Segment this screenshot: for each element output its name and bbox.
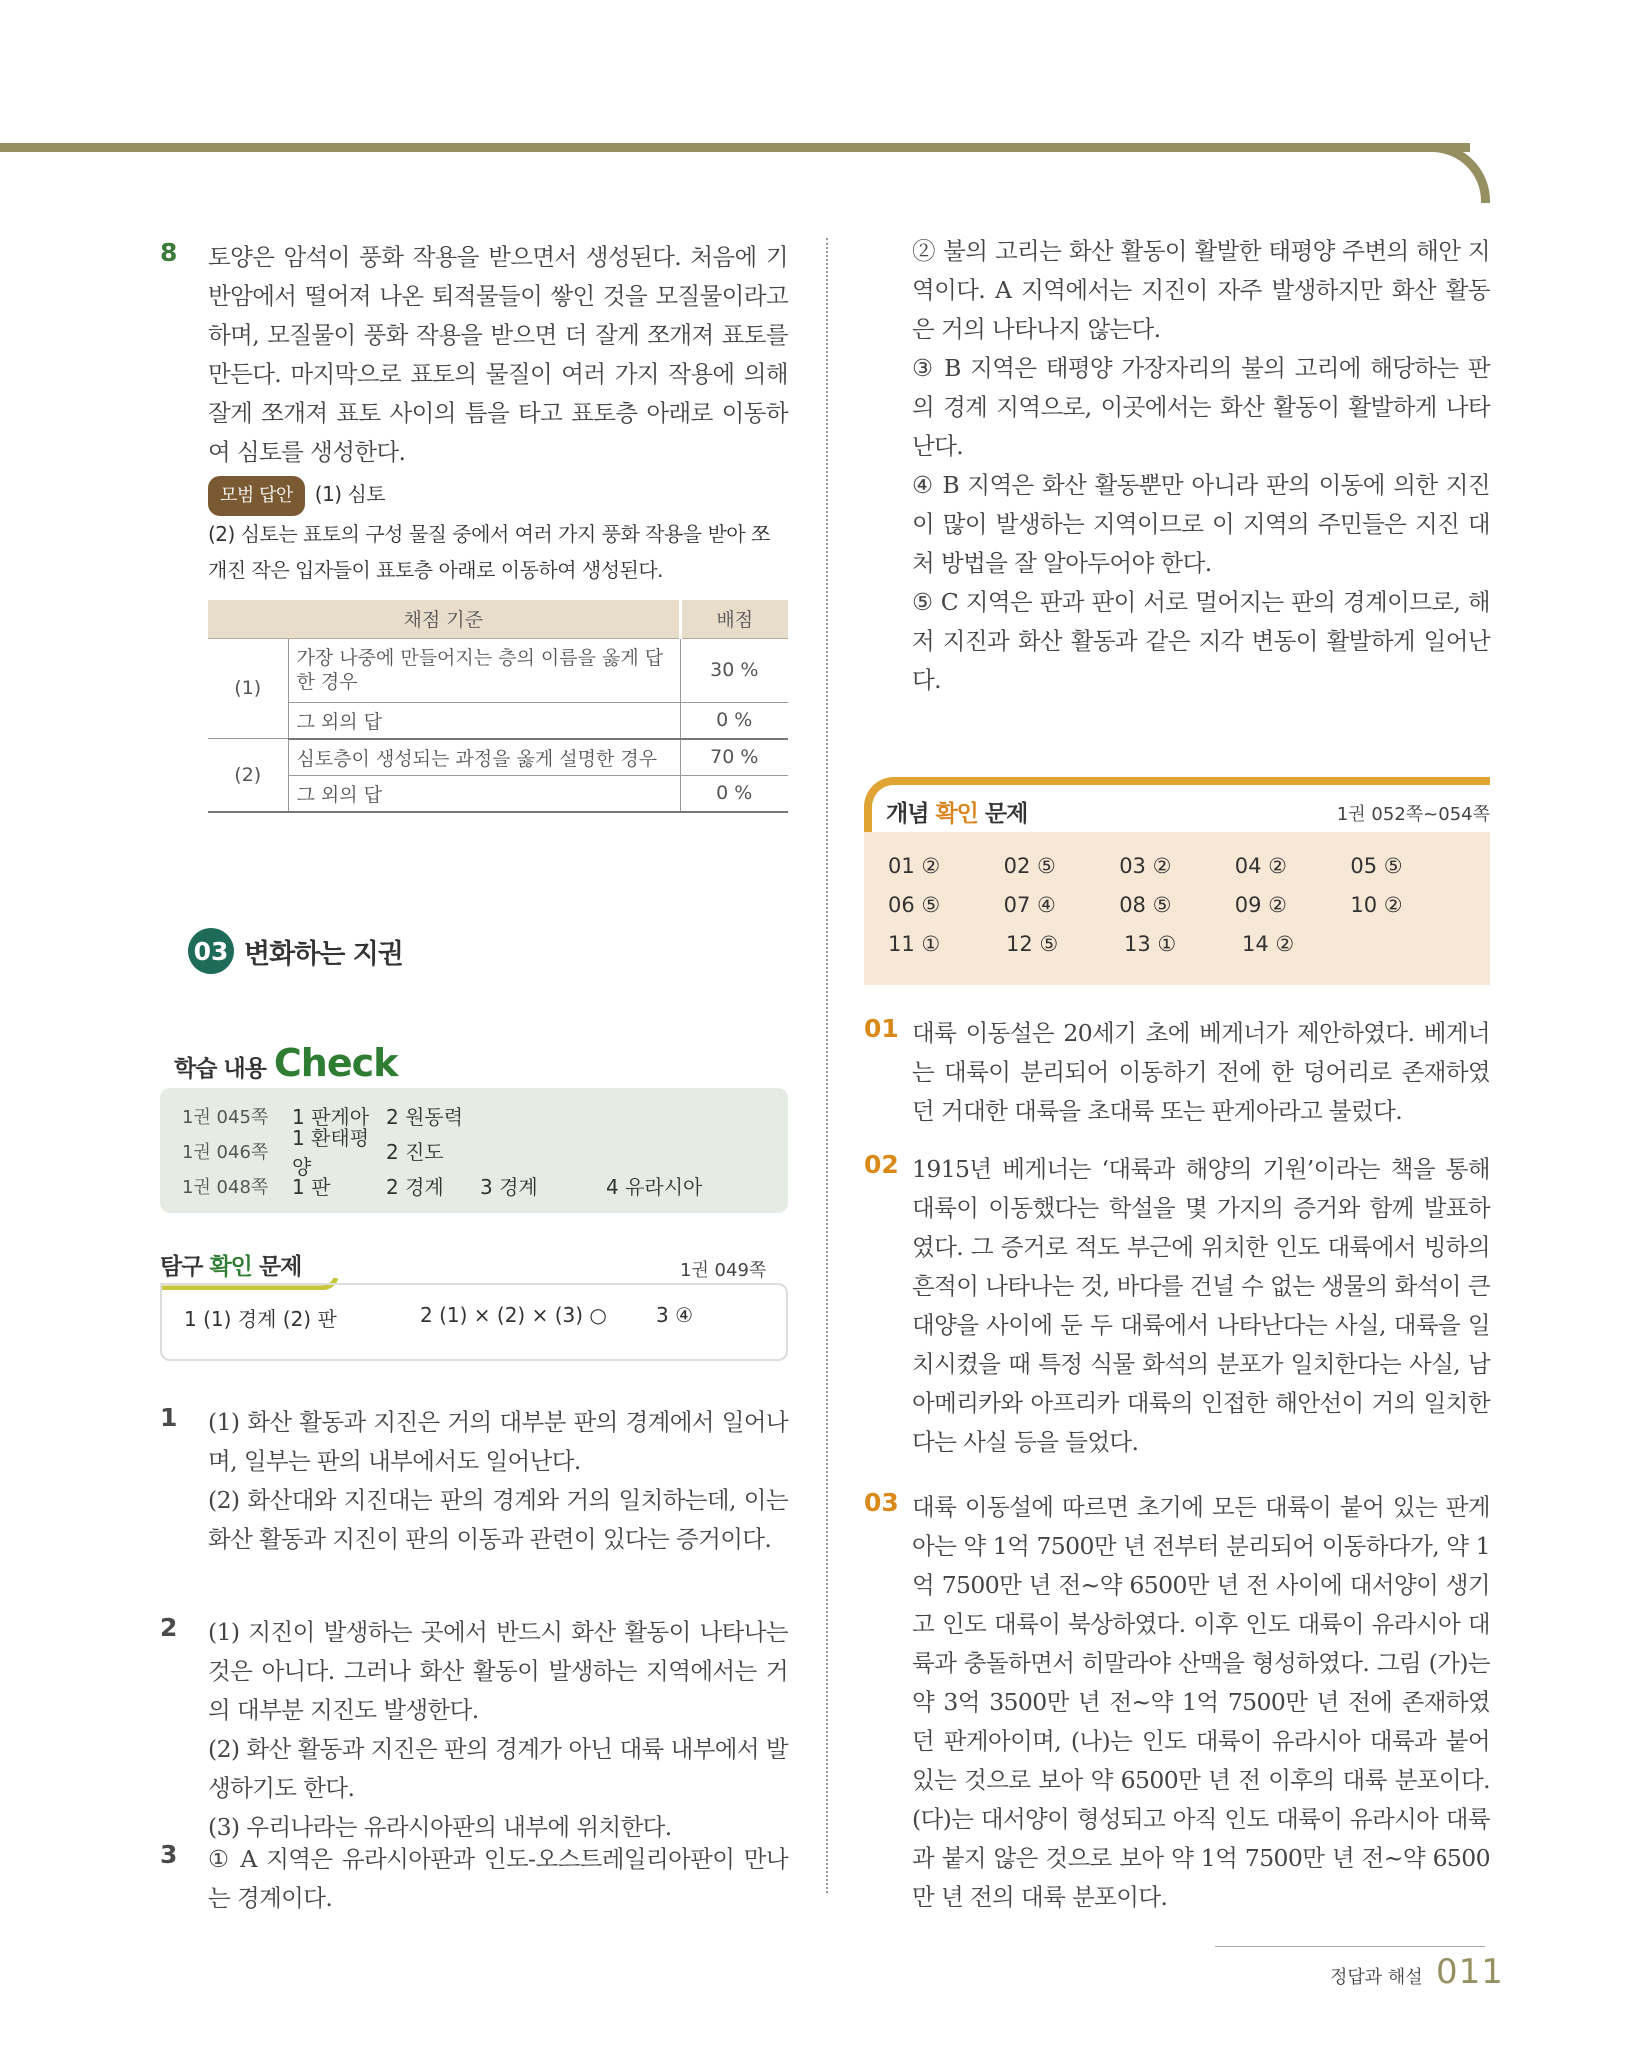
answer-item-3 [160,1840,788,1918]
scoring-criteria: 심토층이 생성되는 과정을 옳게 설명한 경우 [288,739,680,776]
header-rule [0,143,1470,152]
table-row [182,1168,766,1203]
scoring-group: (1) [208,638,288,739]
scoring-points: 30 % [680,638,788,702]
check-answer: 2 진도 [386,1140,444,1164]
concept-answer: 13 ① [1124,931,1177,956]
item-text: 토양은 암석이 풍화 작용을 받으면서 생성된다. 처음에 기반암에서 떨어져 나온 퇴적물들이 쌓인 것을 모질물이라고 하며, 모질물이 풍화 작용을 받으면 더 잘게 쪼개져 표토를 만든다. 마지막으로 표토의 물질이 여러 가지 작용에 의해 잘게 쪼개져 표토 사이의 틈을 타고 표토층 아래로 이동하여 심토를 생성한다. [208,243,788,466]
explore-title-b: 확인 [209,1254,252,1280]
concept-answer: 03 ② [1119,853,1172,878]
table-row [182,1098,766,1133]
scoring-points: 0 % [680,702,788,739]
explore-answer: 1 (1) 경계 (2) 판 [184,1307,337,1331]
explore-box [160,1283,788,1361]
concept-answer: 14 ② [1242,931,1295,956]
check-title [174,1043,397,1083]
model-answer-1: (1) 심토 [314,482,386,506]
table-row [208,739,788,776]
concept-answer: 11 ① [888,931,941,956]
item-text: ③ B 지역은 태평양 가장자리의 불의 고리에 해당하는 판의 경계 지역으로, 이곳에서는 화산 활동이 활발하게 나타난다. [912,354,1490,460]
table-row [888,846,1466,885]
scoring-criteria: 그 외의 답 [288,702,680,739]
item-number: 02 [864,1150,899,1179]
item-text: (1) 화산 활동과 지진은 거의 대부분 판의 경계에서 일어나며, 일부는 판의 내부에서도 일어난다. [208,1408,788,1475]
answer-item-01 [864,1014,1490,1131]
scoring-criteria: 그 외의 답 [288,775,680,812]
concept-ref: 1권 052쪽~054쪽 [1336,804,1490,825]
section-name: 변화하는 지권 [244,938,403,970]
item-text: 대륙 이동설에 따르면 초기에 모든 대륙이 붙어 있는 판게아는 약 1억 7500만 년 전부터 분리되어 이동하다가, 약 1억 7500만 년 전~약 6500만 년 전 사이에 대서양이 생기고 인도 대륙이 북상하였다. 이후 인도 대륙이 유라시아 대륙과 충돌하면서 히말라야 산맥을 형성하였다. 그림 (가)는 약 3억 3500만 년 전~약 1억 7500만 년 전에 존재하였던 판게아이며, (나)는 인도 대륙이 유라시아 대륙과 붙어 있는 것으로 보아 약 6500만 년 전 이후의 대륙 분포이다. (다)는 대서양이 형성되고 아직 인도 대륙이 유라시아 대륙과 붙지 않은 것으로 보아 약 1억 7500만 년 전~약 6500만 년 전의 대륙 분포이다. [912,1493,1490,1911]
concept-answer: 05 ⑤ [1350,853,1403,878]
check-answer: 2 원동력 [386,1105,464,1129]
check-answer: 1 환태평양 [292,1125,370,1179]
concept-answer: 02 ⑤ [1003,853,1056,878]
table-row [208,702,788,739]
check-label: 학습 내용 [174,1056,266,1082]
section-title [188,928,403,974]
scoring-header-points: 배점 [680,600,788,638]
answer-item-8 [160,238,788,588]
scoring-group: (2) [208,739,288,812]
concept-answer: 09 ② [1234,892,1288,917]
answer-item-2 [160,1613,788,1847]
check-logo: Check [273,1041,398,1085]
scoring-table [208,600,788,813]
table-row [888,885,1466,924]
concept-answer: 07 ④ [1003,892,1056,917]
concept-answer: 12 ⑤ [1006,931,1059,956]
item-number: 8 [160,238,178,267]
footer-rule [1215,1946,1485,1947]
concept-answer: 04 ② [1234,853,1288,878]
concept-answer: 10 ② [1350,892,1403,917]
concept-answers-box [864,832,1490,985]
item-text: 1915년 베게너는 ‘대륙과 해양의 기원’이라는 책을 통해 대륙이 이동했다는 학설을 몇 가지의 증거와 함께 발표하였다. 그 증거로 적도 부근에 위치한 인도 대륙에서 빙하의 흔적이 나타나는 것, 바다를 건널 수 없는 생물의 화석이 큰 대양을 사이에 둔 두 대륙에서 나타난다는 사실, 대륙을 일치시켰을 때 특정 식물 화석의 분포가 일치한다는 사실, 남아메리카와 아프리카 대륙의 인접한 해안선이 거의 일치한다는 사실 등을 들었다. [912,1155,1490,1456]
check-answer: 1 판 [292,1175,331,1199]
item-text: (1) 지진이 발생하는 곳에서 반드시 화산 활동이 나타나는 것은 아니다. 그러나 화산 활동이 발생하는 지역에서는 거의 대부분 지진도 발생한다. [208,1618,788,1724]
header-rule-curve [1395,143,1490,203]
check-answer: 4 유라시아 [606,1175,703,1199]
item-text: (3) 우리나라는 유라시아판의 내부에 위치한다. [208,1813,672,1841]
item-text: ④ B 지역은 화산 활동뿐만 아니라 판의 이동에 의한 지진이 많이 발생하는 지역이므로 이 지역의 주민들은 지진 대처 방법을 잘 알아두어야 한다. [912,471,1490,577]
explore-ref: 1권 049쪽 [680,1260,767,1281]
table-row [208,638,788,702]
item-text: 대륙 이동설은 20세기 초에 베게너가 제안하였다. 베게너는 대륙이 분리되어 이동하기 전에 한 덩어리로 존재하였던 거대한 대륙을 초대륙 또는 판게아라고 불렀다. [912,1019,1490,1125]
concept-answer: 01 ② [888,853,941,878]
table-row [208,775,788,812]
check-page: 1권 045쪽 [182,1106,269,1128]
check-page: 1권 046쪽 [182,1141,269,1163]
explore-answer: 3 ④ [656,1303,694,1327]
explore-title-a: 탐구 [160,1254,203,1280]
concept-answer: 08 ⑤ [1119,892,1172,917]
item-number: 01 [864,1014,899,1043]
footer-label: 정답과 해설 [1330,1967,1423,1988]
item-text: ① A 지역은 유라시아판과 인도-오스트레일리아판이 만나는 경계이다. [208,1845,788,1912]
item-number: 03 [864,1488,899,1517]
table-row [888,924,1466,963]
item-text: (2) 화산대와 지진대는 판의 경계와 거의 일치하는데, 이는 화산 활동과 지진이 판의 이동과 관련이 있다는 증거이다. [208,1486,788,1553]
item-number: 1 [160,1403,178,1432]
model-answer-2: (2) 심토는 표토의 구성 물질 중에서 여러 가지 풍화 작용을 받아 쪼개진 작은 입자들이 표토층 아래로 이동하여 생성된다. [208,522,770,582]
answer-item-03 [864,1488,1490,1917]
page-number: 011 [1436,1952,1504,1992]
answer-item-02 [864,1150,1490,1462]
scoring-points: 70 % [680,739,788,776]
scoring-points: 0 % [680,775,788,812]
concept-title-c: 문제 [984,801,1028,827]
item-text: (2) 화산 활동과 지진은 판의 경계가 아닌 대륙 내부에서 발생하기도 한다. [208,1735,788,1802]
explore-answer: 2 (1) × (2) × (3) ○ [420,1303,607,1327]
concept-title-b: 확인 [935,801,978,827]
check-answer: 1 판게아 [292,1105,370,1129]
check-answer: 2 경계 [386,1175,444,1199]
answer-item-3-continued [912,232,1490,700]
check-answer: 3 경계 [480,1175,538,1199]
concept-answer: 06 ⑤ [888,892,941,917]
model-answer-line [208,476,788,516]
item-text: ⑤ C 지역은 판과 판이 서로 멀어지는 판의 경계이므로, 해저 지진과 화산 활동과 같은 지각 변동이 활발하게 일어난다. [912,588,1490,694]
model-answer-badge: 모범 답안 [208,476,305,516]
scoring-header-criteria: 채점 기준 [208,600,680,638]
concept-title-a: 개념 [886,801,929,827]
scoring-criteria: 가장 나중에 만들어지는 층의 이름을 옳게 답한 경우 [288,638,680,702]
item-number: 3 [160,1840,178,1869]
item-number: 2 [160,1613,178,1642]
answer-item-1 [160,1403,788,1559]
explore-title [160,1248,301,1281]
section-number-badge: 03 [188,928,234,974]
table-row [182,1125,766,1179]
column-divider [826,238,828,1893]
check-box [160,1088,788,1213]
explore-title-c: 문제 [258,1254,302,1280]
check-page: 1권 048쪽 [182,1176,269,1198]
concept-title [886,795,1027,828]
item-text: ② 불의 고리는 화산 활동이 활발한 태평양 주변의 해안 지역이다. A 지역에서는 지진이 자주 발생하지만 화산 활동은 거의 나타나지 않는다. [912,237,1490,343]
